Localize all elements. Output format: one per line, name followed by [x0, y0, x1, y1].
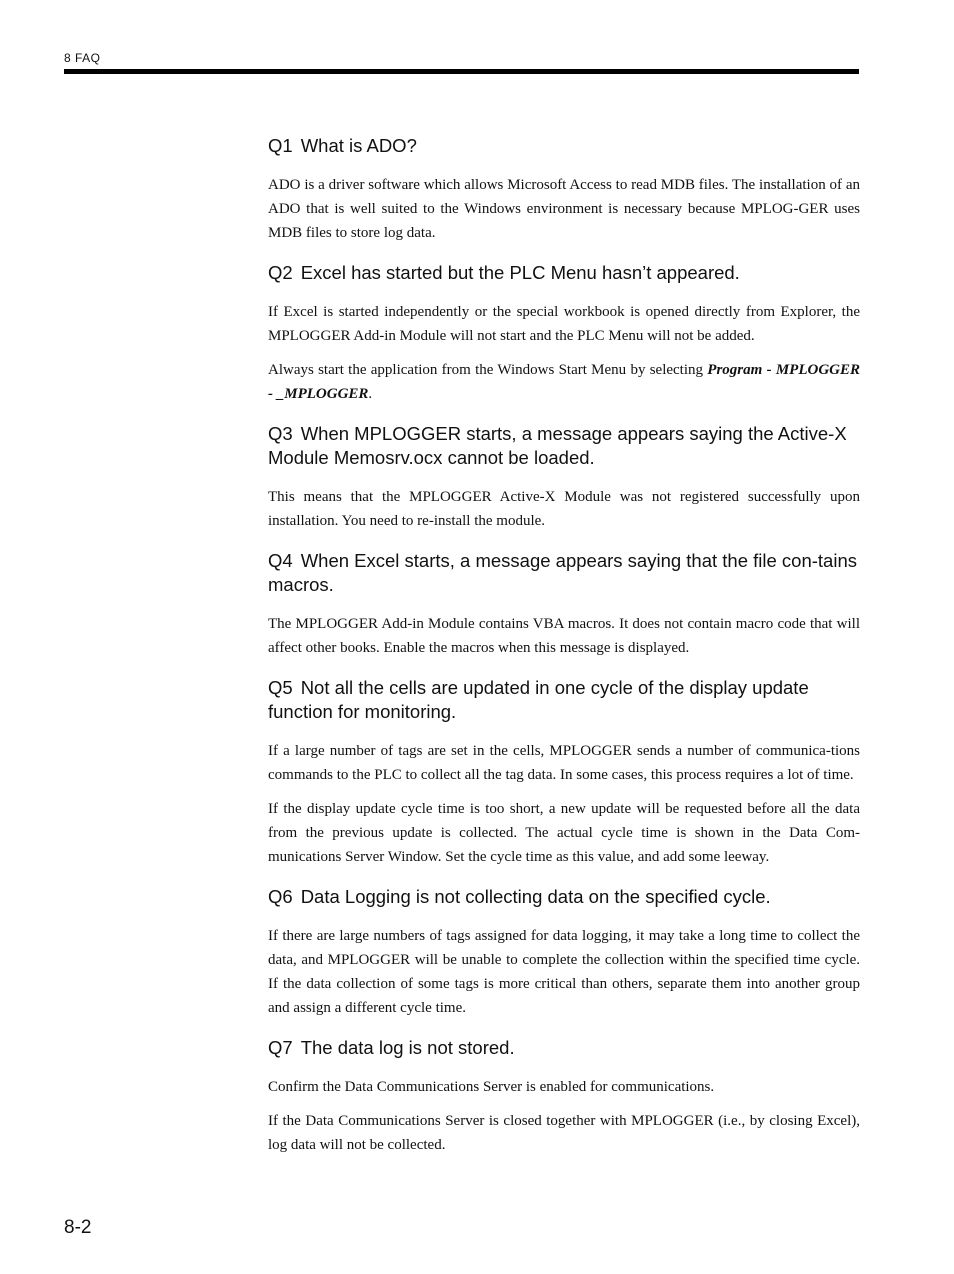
question-heading: [268, 422, 860, 470]
answer-paragraph: If there are large numbers of tags assigned for data logging, it may take a long time to collect the data, and MPLOGGER will be unable to complete the collection within the specified time cycle. If the data collection of some tags is more critical than others, separate them into another group and assign a different cycle time.: [268, 928, 860, 1016]
question-text: The data log is not stored.: [300, 1037, 515, 1058]
question-text: Data Logging is not collecting data on the specified cycle.: [300, 886, 771, 907]
answer-paragraph: If the display update cycle time is too short, a new update will be requested before all the data from the previous update is collected. The actual cycle time is shown in the Data Com-munications Server Window. Set the cycle time as this value, and add some leeway.: [268, 801, 860, 865]
answer-paragraph: Confirm the Data Communications Server is enabled for communications.: [268, 1079, 715, 1095]
answer-paragraph: The MPLOGGER Add-in Module contains VBA macros. It does not contain macro code that will affect other books. Enable the macros when this message is displayed.: [268, 616, 860, 656]
answer-text: Always start the application from the Windows Start Menu by selecting: [268, 362, 708, 378]
question-heading: [268, 1036, 860, 1060]
answer-paragraph: If the Data Communications Server is closed together with MPLOGGER (i.e., by closing Excel), log data will not be collected.: [268, 1113, 860, 1153]
answer-paragraph: If a large number of tags are set in the cells, MPLOGGER sends a number of communica-tions commands to the PLC to collect all the tag data. In some cases, this process requires a lot of time.: [268, 743, 860, 783]
faq-item-q7: [268, 1036, 860, 1157]
faq-content: [268, 134, 860, 1173]
question-number: Q3: [268, 423, 293, 444]
faq-item-q1: [268, 134, 860, 245]
question-text: When MPLOGGER starts, a message appears saying the Active-X Module Memosrv.ocx cannot be loaded.: [268, 423, 847, 468]
question-heading: [268, 676, 860, 724]
question-number: Q2: [268, 262, 293, 283]
running-head: 8 FAQ: [64, 51, 101, 65]
question-text: What is ADO?: [300, 135, 417, 156]
question-number: Q6: [268, 886, 293, 907]
faq-item-q2: [268, 261, 860, 406]
question-number: Q1: [268, 135, 293, 156]
question-heading: [268, 261, 860, 285]
header-rule: [64, 69, 859, 74]
question-number: Q5: [268, 677, 293, 698]
page-number: 8-2: [64, 1217, 92, 1238]
faq-item-q5: [268, 676, 860, 869]
question-heading: [268, 549, 860, 597]
question-heading: [268, 885, 860, 909]
answer-text: .: [368, 386, 373, 402]
question-text: When Excel starts, a message appears saying that the file con-tains macros.: [268, 550, 857, 595]
question-heading: [268, 134, 860, 158]
answer-paragraph: This means that the MPLOGGER Active-X Module was not registered successfully upon installation. You need to re-install the module.: [268, 489, 860, 529]
question-number: Q7: [268, 1037, 293, 1058]
question-text: Not all the cells are updated in one cycle of the display update function for monitoring.: [268, 677, 809, 722]
faq-item-q4: [268, 549, 860, 660]
answer-paragraph: [268, 358, 860, 406]
question-number: Q4: [268, 550, 293, 571]
question-text: Excel has started but the PLC Menu hasn’t appeared.: [300, 262, 740, 283]
menu-path: Program - MPLOGGER - _MPLOGGER: [268, 362, 860, 402]
faq-item-q6: [268, 885, 860, 1020]
answer-paragraph: If Excel is started independently or the special workbook is opened directly from Explorer, the MPLOGGER Add-in Module will not start and the PLC Menu will not be added.: [268, 304, 860, 344]
faq-item-q3: [268, 422, 860, 533]
answer-paragraph: ADO is a driver software which allows Microsoft Access to read MDB files. The installation of an ADO that is well suited to the Windows environment is necessary because MPLOG-GER uses MDB files to store log data.: [268, 177, 860, 241]
